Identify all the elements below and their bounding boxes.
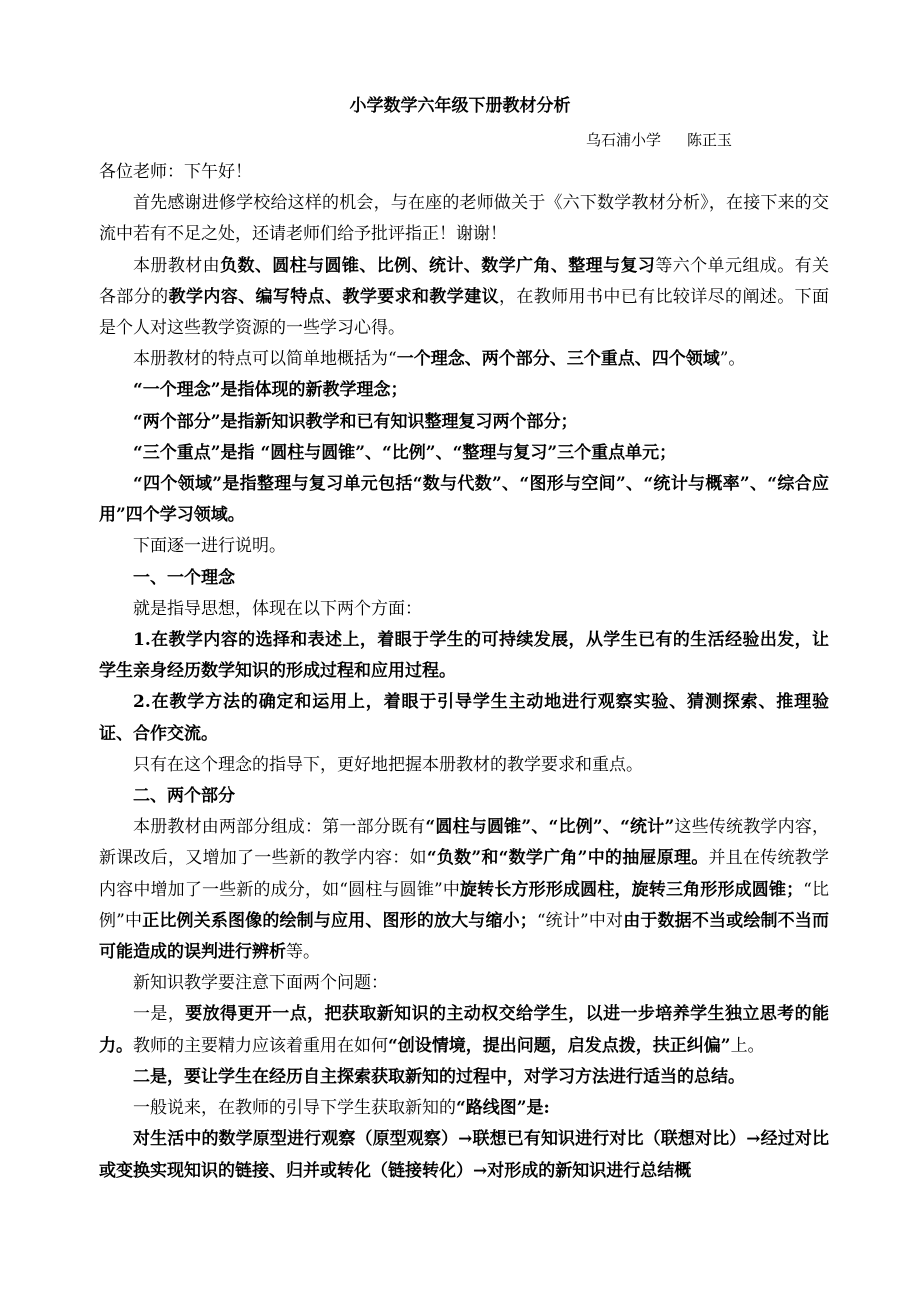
units-bold-2: 教学内容、编写特点、教学要求和教学建议	[168, 286, 499, 307]
summary-bold: 一个理念、两个部分、三个重点、四个领域	[396, 349, 720, 370]
paragraph-only: 只有在这个理念的指导下，更好地把握本册教材的教学要求和重点。	[133, 754, 643, 775]
paragraph-guide: 就是指导思想，体现在以下两个方面：	[133, 598, 422, 619]
paragraph-three-focus: “三个重点”是指 “圆柱与圆锥”、“比例”、“整理与复习”三个重点单元；	[133, 442, 677, 463]
route-text-1: 一般说来，在教师的引导下学生获取新知的	[133, 1098, 456, 1119]
two-text-2: 这些传统教学内容，新课改后，又增加了一些新的教学内容：如	[99, 817, 830, 869]
author-line	[586, 130, 732, 150]
two-bold-5: 由于数据不当或绘制不当而可能造成的误判进行辨析	[99, 910, 829, 963]
author-school: 乌石浦小学	[586, 131, 662, 149]
greeting: 各位老师：下午好！	[99, 162, 252, 182]
section-heading-2: 二、两个部分	[133, 786, 235, 807]
document-title: 小学数学六年级下册教材分析	[349, 96, 571, 116]
units-text-3: ，在教师用书中已有比较详尽的阐述。下面是个人对这些教学资源的一些学习心得。	[99, 286, 830, 339]
two-bold-4: 正比例关系图像的绘制与应用、图形的放大与缩小；	[142, 910, 537, 931]
units-bold-1: 负数、圆柱与圆锥、比例、统计、数学广角、整理与复习	[220, 255, 656, 276]
first-text-1: 一是，	[133, 1004, 186, 1025]
document-body	[99, 157, 829, 1187]
first-bold-1: 要放得更开一点，把获取新知识的主动权交给学生，以进一步培养学生独立思考的能力。	[99, 1004, 830, 1056]
paragraph-two-parts: “两个部分”是指新知识教学和已有知识整理复习两个部分；	[133, 411, 578, 432]
paragraph-one-idea: “一个理念”是指体现的新教学理念；	[133, 380, 408, 401]
paragraph-route	[99, 1093, 829, 1124]
paragraph-point-1: 1.在教学内容的选择和表述上，着眼于学生的可持续发展，从学生已有的生活经验出发，让学生亲身经历数学知识的形成过程和应用过程。	[99, 630, 829, 682]
two-text-6: 等。	[286, 942, 320, 963]
two-bold-3: 旋转长方形形成圆柱，旋转三角形形成圆锥；	[460, 879, 804, 900]
units-text-1: 本册教材由	[133, 255, 221, 276]
section-heading-1: 一、一个理念	[133, 567, 235, 588]
first-text-2: 教师的主要精力应该着重用在如何	[133, 1035, 388, 1056]
summary-text-2: ”。	[719, 349, 746, 370]
first-bold-2: “创设情境，提出问题，启发点拨，扶正纠偏”	[388, 1035, 731, 1056]
summary-text-1: 本册教材的特点可以简单地概括为“	[133, 349, 397, 370]
paragraph-point-2: 2.在教学方法的确定和运用上，着眼于引导学生主动地进行观察实验、猜测探索、推理验证、合作交流。	[99, 692, 829, 744]
units-text-2: 等六个单元组成。有关各部分的	[99, 255, 830, 307]
two-text-3: 并且在传统教学内容中增加了一些新的成分，如“圆柱与圆锥”中	[99, 848, 830, 900]
author-name: 陈正玉	[687, 131, 733, 149]
paragraph-two-parts-detail	[99, 812, 829, 968]
paragraph-first	[99, 999, 829, 1061]
two-text-4: “比例”中	[99, 879, 829, 931]
paragraph-units	[99, 251, 829, 345]
two-bold-2: “负数”和“数学广角”中的抽屉原理。	[426, 848, 709, 869]
two-text-5: “统计”中对	[536, 910, 624, 931]
two-bold-1: “圆柱与圆锥”、“比例”、“统计”	[425, 817, 675, 838]
paragraph-summary	[99, 344, 829, 375]
paragraph-four-domains: “四个领域”是指整理与复习单元包括“数与代数”、“图形与空间”、“统计与概率”、“综合应用”四个学习领域。	[99, 474, 829, 526]
paragraph-path: 对生活中的数学原型进行观察（原型观察）→联想已有知识进行对比（联想对比）→经过对比或变换实现知识的链接、归并或转化（链接转化）→对形成的新知识进行总结概	[99, 1129, 829, 1181]
first-text-3: 上。	[730, 1035, 765, 1056]
paragraph-next: 下面逐一进行说明。	[133, 536, 286, 557]
paragraph-intro: 首先感谢进修学校给这样的机会，与在座的老师做关于《六下数学教材分析》，在接下来的交流中若有不足之处，还请老师们给予批评指正！谢谢！	[99, 193, 829, 245]
paragraph-new-knowledge: 新知识教学要注意下面两个问题：	[133, 973, 388, 994]
paragraph-second: 二是，要让学生在经历自主探索获取新知的过程中，对学习方法进行适当的总结。	[133, 1066, 745, 1087]
route-bold-1: “路线图”是:	[456, 1098, 550, 1119]
two-text-1: 本册教材由两部分组成：第一部分既有	[133, 817, 426, 838]
